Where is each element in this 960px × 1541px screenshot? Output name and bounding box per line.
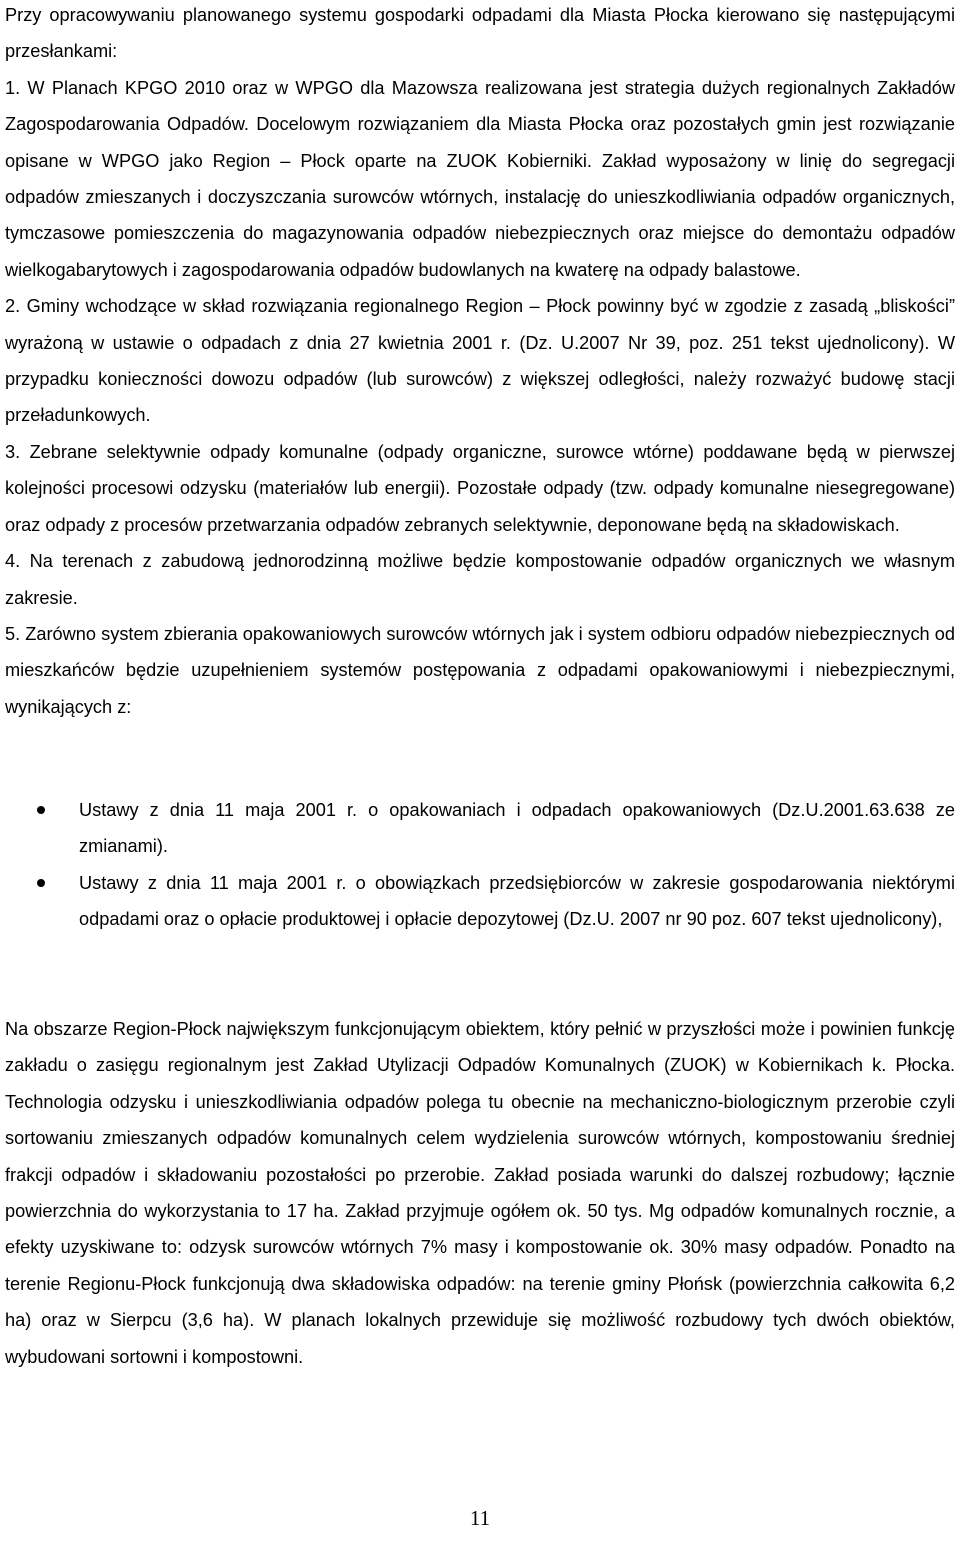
summary-paragraph: Na obszarze Region-Płock największym funkcjonującym obiektem, który pełnić w przyszłości może i powinien funkcję zakładu o zasięgu regionalnym jest Zakład Utylizacji Odpadów Komunalnych (ZUOK) w Kobiernikach k. Płocka. Technologia odzysku i unieszkodliwiania odpadów polega tu obecnie na mechaniczno-biologicznym przerobie czyli sortowaniu zmieszanych odpadów komunalnych celem wydzielenia surowców wtórnych, kompostowaniu średniej frakcji odpadów i składowaniu pozostałości po przerobie. Zakład posiada warunki do dalszej rozbudowy; łącznie powierzchnia do wykorzystania to 17 ha. Zakład przyjmuje ogółem ok. 50 tys. Mg odpadów komunalnych rocznie, a efekty uzyskiwane to: odzysk surowców wtórnych 7% masy i kompostowanie ok. 30% masy odpadów. Ponadto na terenie Regionu-Płock funkcjonują dwa składowiska odpadów: na terenie gminy Płońsk (powierzchnia całkowita 6,2 ha) oraz w Sierpcu (3,6 ha). W planach lokalnych przewiduje się możliwość rozbudowy tych dwóch obiektów, wybudowani sortowni i kompostowni. [5,1019,955,1367]
bullet-icon [37,806,45,814]
legal-acts-list [0,792,955,938]
point-2-paragraph: 2. Gminy wchodzące w skład rozwiązania regionalnego Region – Płock powinny być w zgodzie z zasadą „bliskości” wyrażoną w ustawie o odpadach z dnia 27 kwietnia 2001 r. (Dz. U.2007 Nr 39, poz. 251 tekst ujednolicony). W przypadku konieczności dowozu odpadów (lub surowców) z większej odległości, należy rozważyć budowę stacji przeładunkowych. [5,296,955,426]
list-item-text: Ustawy z dnia 11 maja 2001 r. o obowiązkach przedsiębiorców w zakresie gospodarowania niektórymi odpadami oraz o opłacie produktowej i opłacie depozytowej (Dz.U. 2007 nr 90 poz. 607 tekst ujednolicony), [79,872,955,930]
point-5-paragraph: 5. Zarówno system zbierania opakowaniowych surowców wtórnych jak i system odbioru odpadów niebezpiecznych od mieszkańców będzie uzupełnieniem systemów postępowania z odpadami opakowaniowymi i niebezpiecznymi, wynikających z: [5,623,955,717]
point-1-paragraph: 1. W Planach KPGO 2010 oraz w WPGO dla Mazowsza realizowana jest strategia dużych regionalnych Zakładów Zagospodarowania Odpadów. Docelowym rozwiązaniem dla Miasta Płocka oraz pozostałych gmin jest rozwiązanie opisane w WPGO jako Region – Płock oparte na ZUOK Kobierniki. Zakład wyposażony w linię do segregacji odpadów zmieszanych i doczyszczania surowców wtórnych, instalację do unieszkodliwiania odpadów organicznych, tymczasowe pomieszczenia do magazynowania odpadów niebezpiecznych oraz miejsce do demontażu odpadów wielkogabarytowych i zagospodarowania odpadów budowlanych na kwaterę na odpady balastowe. [5,77,955,280]
intro-paragraph: Przy opracowywaniu planowanego systemu gospodarki odpadami dla Miasta Płocka kierowano się następującymi przesłankami: [5,5,955,62]
list-item [0,792,955,865]
bullet-icon [37,879,45,887]
point-3-paragraph: 3. Zebrane selektywnie odpady komunalne (odpady organiczne, surowce wtórne) poddawane będą w pierwszej kolejności procesowi odzysku (materiałów lub energii). Pozostałe odpady (tzw. odpady komunalne niesegregowane) oraz odpady z procesów przetwarzania odpadów zebranych selektywnie, deponowane będą na składowiskach. [5,441,955,535]
main-text [5,0,955,725]
list-item [0,865,955,938]
point-4-paragraph: 4. Na terenach z zabudową jednorodzinną możliwe będzie kompostowanie odpadów organicznych we własnym zakresie. [5,551,955,608]
list-item-text: Ustawy z dnia 11 maja 2001 r. o opakowaniach i odpadach opakowaniowych (Dz.U.2001.63.638 ze zmianami). [79,800,955,857]
page-number: 11 [469,1506,491,1530]
